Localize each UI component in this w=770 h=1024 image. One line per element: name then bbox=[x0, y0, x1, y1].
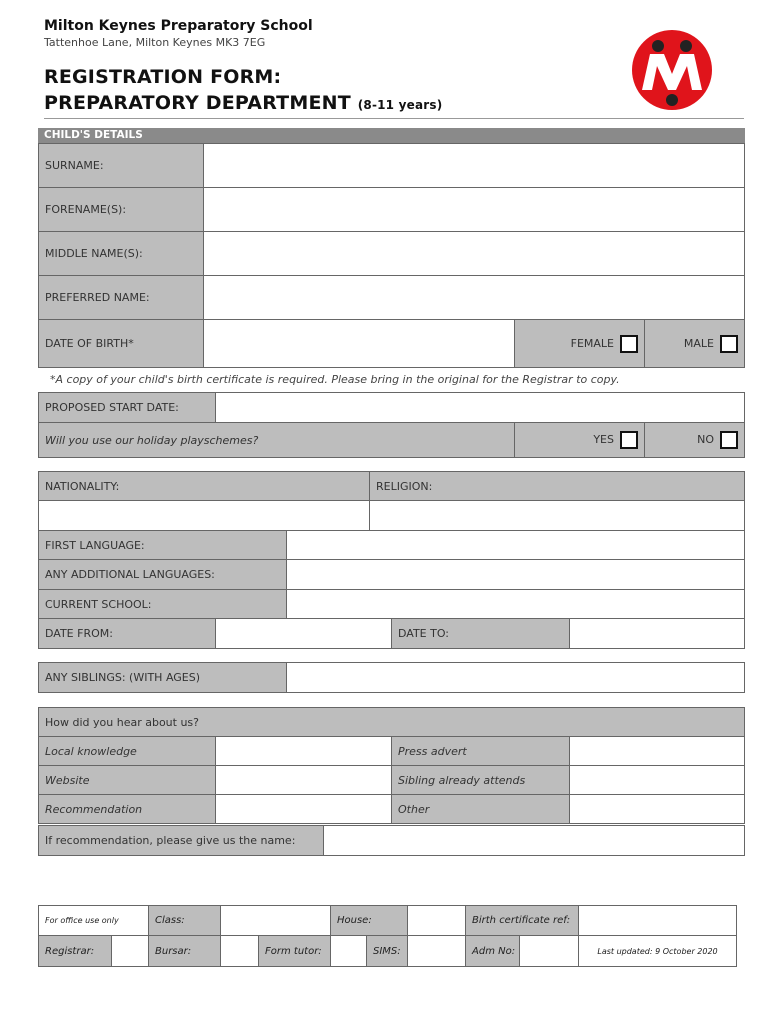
house-field[interactable] bbox=[408, 906, 466, 936]
nationality-label: NATIONALITY: bbox=[39, 472, 370, 501]
surname-field[interactable] bbox=[204, 144, 745, 188]
hear-about-table bbox=[38, 707, 745, 824]
male-checkbox[interactable] bbox=[720, 335, 738, 353]
male-label: MALE bbox=[683, 336, 714, 350]
form-title-line2 bbox=[44, 92, 442, 114]
male-option bbox=[645, 320, 745, 368]
yes-option bbox=[514, 423, 644, 458]
female-checkbox[interactable] bbox=[620, 335, 638, 353]
start-date-table bbox=[38, 392, 745, 458]
nationality-field[interactable] bbox=[39, 501, 370, 531]
adm-no-field[interactable] bbox=[520, 936, 579, 967]
school-name: Milton Keynes Preparatory School bbox=[44, 18, 313, 34]
siblings-field[interactable] bbox=[287, 663, 745, 693]
office-use-table bbox=[38, 905, 737, 967]
adm-no-label: Adm No: bbox=[466, 936, 520, 967]
local-knowledge-field[interactable] bbox=[216, 737, 392, 766]
sibling-attends-label: Sibling already attends bbox=[392, 766, 570, 795]
date-to-label: DATE TO: bbox=[392, 619, 570, 649]
dob-label: DATE OF BIRTH* bbox=[39, 320, 204, 368]
section-header-childs-details: CHILD'S DETAILS bbox=[38, 128, 745, 143]
other-label: Other bbox=[392, 795, 570, 824]
press-advert-field[interactable] bbox=[570, 737, 745, 766]
last-updated: Last updated: 9 October 2020 bbox=[579, 936, 737, 967]
form-tutor-label: Form tutor: bbox=[259, 936, 331, 967]
recommendation-name-label: If recommendation, please give us the name: bbox=[39, 826, 324, 856]
no-option bbox=[644, 423, 744, 458]
date-to-field[interactable] bbox=[570, 619, 745, 649]
childs-details-table bbox=[38, 143, 745, 320]
siblings-label: ANY SIBLINGS: (WITH AGES) bbox=[39, 663, 287, 693]
siblings-table bbox=[38, 662, 745, 693]
forenames-label: FORENAME(S): bbox=[39, 188, 204, 232]
first-language-label: FIRST LANGUAGE: bbox=[39, 531, 287, 560]
form-tutor-field[interactable] bbox=[331, 936, 367, 967]
date-range-table bbox=[38, 618, 745, 649]
school-logo-icon bbox=[632, 30, 712, 110]
date-from-label: DATE FROM: bbox=[39, 619, 216, 649]
female-option bbox=[515, 320, 645, 368]
hear-about-question: How did you hear about us? bbox=[39, 708, 745, 737]
house-label: House: bbox=[331, 906, 408, 936]
class-label: Class: bbox=[149, 906, 221, 936]
birth-cert-ref-field[interactable] bbox=[579, 906, 737, 936]
other-field[interactable] bbox=[570, 795, 745, 824]
form-title-line1: REGISTRATION FORM: bbox=[44, 66, 282, 88]
religion-label: RELIGION: bbox=[370, 472, 745, 501]
forenames-field[interactable] bbox=[204, 188, 745, 232]
header-divider bbox=[44, 118, 744, 119]
birth-certificate-note: *A copy of your child's birth certificate is required. Please bring in the original for the Registrar to copy. bbox=[50, 373, 620, 386]
dob-field[interactable] bbox=[204, 320, 515, 368]
start-date-field[interactable] bbox=[216, 393, 745, 423]
no-label: NO bbox=[697, 433, 714, 446]
website-field[interactable] bbox=[216, 766, 392, 795]
recommendation-label: Recommendation bbox=[39, 795, 216, 824]
religion-field[interactable] bbox=[370, 501, 745, 531]
class-field[interactable] bbox=[221, 906, 331, 936]
nationality-religion-table bbox=[38, 471, 745, 531]
first-language-field[interactable] bbox=[287, 531, 745, 560]
age-range: (8-11 years) bbox=[357, 98, 443, 112]
registrar-field[interactable] bbox=[112, 936, 149, 967]
additional-languages-field[interactable] bbox=[287, 560, 745, 590]
recommendation-name-table bbox=[38, 825, 745, 856]
playscheme-question: Will you use our holiday playschemes? bbox=[39, 423, 515, 458]
middle-names-field[interactable] bbox=[204, 232, 745, 276]
sims-label: SIMS: bbox=[367, 936, 408, 967]
additional-languages-label: ANY ADDITIONAL LANGUAGES: bbox=[39, 560, 287, 590]
date-from-field[interactable] bbox=[216, 619, 392, 649]
press-advert-label: Press advert bbox=[392, 737, 570, 766]
yes-label: YES bbox=[593, 433, 614, 446]
bursar-label: Bursar: bbox=[149, 936, 221, 967]
department-name: PREPARATORY DEPARTMENT bbox=[44, 92, 351, 114]
local-knowledge-label: Local knowledge bbox=[39, 737, 216, 766]
office-use-label: For office use only bbox=[39, 906, 149, 936]
surname-label: SURNAME: bbox=[39, 144, 204, 188]
preferred-name-field[interactable] bbox=[204, 276, 745, 320]
sibling-attends-field[interactable] bbox=[570, 766, 745, 795]
no-checkbox[interactable] bbox=[720, 431, 738, 449]
middle-names-label: MIDDLE NAME(S): bbox=[39, 232, 204, 276]
website-label: Website bbox=[39, 766, 216, 795]
dob-gender-row bbox=[38, 319, 745, 368]
bursar-field[interactable] bbox=[221, 936, 259, 967]
current-school-label: CURRENT SCHOOL: bbox=[39, 590, 287, 619]
sims-field[interactable] bbox=[408, 936, 466, 967]
recommendation-name-field[interactable] bbox=[324, 826, 745, 856]
start-date-label: PROPOSED START DATE: bbox=[39, 393, 216, 423]
registrar-label: Registrar: bbox=[39, 936, 112, 967]
school-address: Tattenhoe Lane, Milton Keynes MK3 7EG bbox=[44, 36, 266, 49]
female-label: FEMALE bbox=[570, 336, 614, 350]
recommendation-field[interactable] bbox=[216, 795, 392, 824]
current-school-field[interactable] bbox=[287, 590, 745, 619]
language-school-table bbox=[38, 530, 745, 619]
yes-checkbox[interactable] bbox=[620, 431, 638, 449]
preferred-name-label: PREFERRED NAME: bbox=[39, 276, 204, 320]
birth-cert-ref-label: Birth certificate ref: bbox=[466, 906, 579, 936]
